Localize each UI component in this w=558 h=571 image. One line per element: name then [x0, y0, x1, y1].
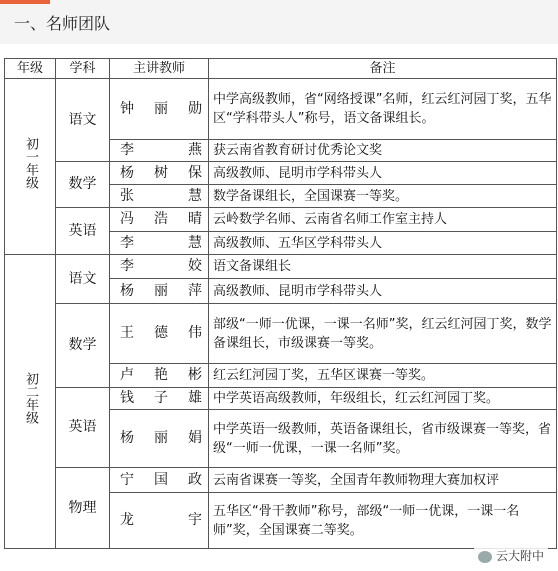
note-cell: 获云南省教育研讨优秀论文奖 [209, 140, 557, 162]
table-row [5, 162, 557, 185]
table-row [5, 79, 557, 140]
note-cell: 中学英语一级教师，英语备课组长，省市级课赛一等奖，省级“一师一优课，一课一名师”奖。 [209, 410, 557, 468]
teacher-cell [110, 388, 209, 410]
header-teacher: 主讲教师 [110, 59, 209, 79]
teacher-name: 杨 丽 娟 [120, 430, 202, 446]
teacher-cell [110, 255, 209, 279]
teacher-name: 宁 国 政 [120, 471, 202, 488]
teacher-cell [110, 493, 209, 549]
teacher-table [4, 58, 557, 549]
teacher-cell [110, 79, 209, 140]
teacher-name: 李 姣 [120, 258, 202, 274]
section-title: 一、名师团队 [14, 14, 111, 33]
teacher-cell [110, 468, 209, 493]
table-row [5, 255, 557, 279]
subject-cell: 英语 [56, 388, 110, 468]
grade-label: 初二年级 [23, 372, 38, 424]
note-cell: 云南省课赛一等奖，全国青年教师物理大赛加权评 [209, 468, 557, 493]
teacher-cell [110, 232, 209, 255]
note-cell: 语文备课组长 [209, 255, 557, 279]
teacher-cell [110, 140, 209, 162]
teacher-cell [110, 410, 209, 468]
teacher-name: 杨 树 保 [120, 164, 202, 181]
teacher-name: 卢 艳 彬 [120, 367, 202, 383]
table-header-row [5, 59, 557, 79]
table-row [5, 468, 557, 493]
note-cell: 云岭数学名师、云南省名师工作室主持人 [209, 208, 557, 232]
grade-cell-1 [5, 79, 56, 255]
teacher-name: 王 德 伟 [120, 325, 202, 341]
table-row [5, 208, 557, 232]
teacher-name: 张 慧 [120, 187, 202, 204]
watermark-text: 云大附中 [495, 549, 544, 563]
teacher-name: 龙 宇 [120, 512, 202, 528]
teacher-name: 李 燕 [120, 142, 202, 158]
teacher-cell [110, 279, 209, 304]
subject-cell: 英语 [56, 208, 110, 255]
grade-label: 初一年级 [23, 137, 38, 189]
subject-cell: 语文 [56, 79, 110, 162]
note-cell: 红云红河园丁奖，五华区课赛一等奖。 [209, 364, 557, 388]
wechat-icon [478, 551, 492, 563]
section-header [0, 0, 558, 44]
teacher-cell [110, 185, 209, 208]
teacher-name: 李 慧 [120, 234, 202, 251]
teacher-name: 杨 丽 萍 [120, 282, 202, 299]
accent-bar [0, 0, 50, 4]
header-subject: 学科 [56, 59, 110, 79]
table-row [5, 388, 557, 410]
teacher-cell [110, 304, 209, 364]
header-grade: 年级 [5, 59, 56, 79]
note-cell: 数学备课组长，全国课赛一等奖。 [209, 185, 557, 208]
teacher-name: 钟 丽 勋 [120, 100, 202, 117]
watermark [474, 546, 548, 565]
subject-cell: 数学 [56, 162, 110, 208]
grade-cell-2 [5, 255, 56, 549]
subject-cell: 语文 [56, 255, 110, 304]
teacher-cell [110, 162, 209, 185]
header-note: 备注 [209, 59, 557, 79]
note-cell: 中学高级教师，省“网络授课”名师，红云红河园丁奖，五华区“学科带头人”称号，语文备课组长。 [209, 79, 557, 140]
note-cell: 高级教师、昆明市学科带头人 [209, 279, 557, 304]
subject-cell: 物理 [56, 468, 110, 549]
teacher-name: 钱 子 雄 [120, 390, 202, 406]
teacher-cell [110, 208, 209, 232]
teacher-cell [110, 364, 209, 388]
note-cell: 高级教师、昆明市学科带头人 [209, 162, 557, 185]
note-cell: 高级教师、五华区学科带头人 [209, 232, 557, 255]
note-cell: 五华区“骨干教师”称号，部级“一师一优课，一课一名师”奖，全国课赛二等奖。 [209, 493, 557, 549]
note-cell: 部级“一师一优课，一课一名师”奖，红云红河园丁奖，数学备课组长，市级课赛一等奖。 [209, 304, 557, 364]
table-row [5, 304, 557, 364]
note-cell: 中学英语高级教师，年级组长，红云红河园丁奖。 [209, 388, 557, 410]
subject-cell: 数学 [56, 304, 110, 388]
teacher-name: 冯 浩 晴 [120, 211, 202, 227]
